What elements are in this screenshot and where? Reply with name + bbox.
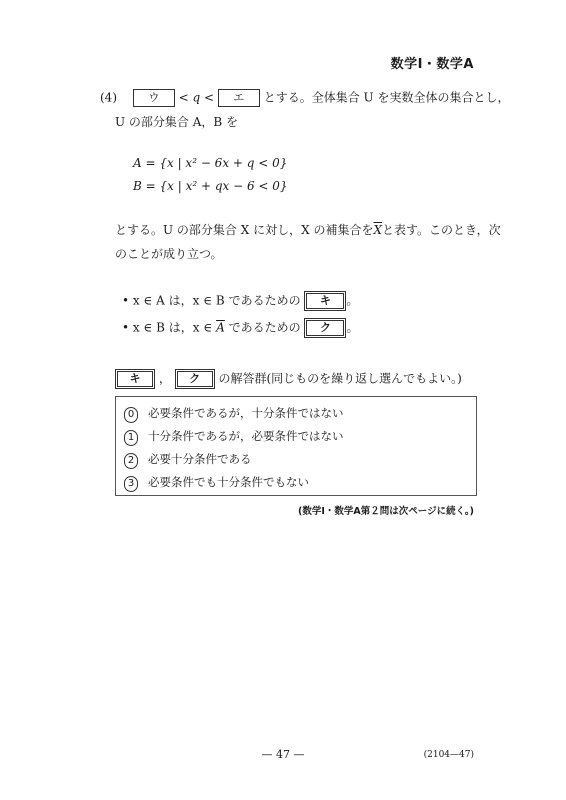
choice-text: 必要条件であるが，十分条件ではない	[148, 406, 344, 420]
choice-text: 十分条件であるが，必要条件ではない	[148, 429, 344, 443]
page-number: — 47 —	[261, 748, 305, 761]
page-code: (2104—47)	[423, 750, 474, 760]
subject-header: 数学Ⅰ・数学A	[390, 57, 474, 72]
answer-group-label	[115, 369, 462, 389]
continuation-note: (数学Ⅰ・数学A第２問は次ページに続く。)	[298, 506, 474, 517]
group-box-ku: ク	[175, 369, 215, 389]
answer-box-ki[interactable]: キ	[304, 291, 346, 311]
choice-2[interactable]	[124, 451, 252, 469]
answer-box-e[interactable]: エ	[218, 89, 260, 107]
bullet2-end: 。	[346, 320, 359, 335]
line3-post: と表す。このとき，次	[382, 223, 501, 237]
bullet2-mid: であるための	[228, 320, 301, 335]
choice-0[interactable]	[124, 405, 344, 423]
question-line-1	[100, 89, 509, 107]
line1-rest: とする。全体集合 U を実数全体の集合とし，	[263, 90, 510, 105]
complement-a: $\overline{A}$	[216, 320, 225, 335]
answer-box-u[interactable]: ウ	[133, 89, 175, 107]
question-number: (4)	[100, 90, 117, 105]
q-inequality: < q <	[178, 90, 215, 105]
bullet1-end: 。	[346, 293, 359, 308]
answer-box-ku[interactable]: ク	[304, 318, 346, 338]
choice-number: 3	[124, 476, 138, 492]
choice-text: 必要条件でも十分条件でもない	[148, 475, 309, 489]
choice-3[interactable]	[124, 474, 309, 492]
line3-pre: とする。U の部分集合 X に対し，X の補集合を	[115, 223, 374, 237]
group-sep: ，	[158, 371, 171, 386]
choice-number: 2	[124, 453, 138, 469]
question-line-4: のことが成り立つ。	[115, 247, 223, 261]
bullet-2	[122, 318, 358, 338]
question-line-2: U の部分集合 A，B を	[115, 115, 239, 129]
choice-number: 1	[124, 430, 138, 446]
set-b-definition: B = {x | x² + qx − 6 < 0}	[133, 179, 288, 193]
choice-1[interactable]	[124, 428, 344, 446]
choice-number: 0	[124, 407, 138, 423]
answer-choices-box	[115, 396, 477, 496]
set-a-definition: A = {x | x² − 6x + q < 0}	[133, 156, 288, 170]
group-box-ki: キ	[115, 369, 155, 389]
choice-text: 必要十分条件である	[148, 452, 252, 466]
bullet2-text: • x ∈ B は，x ∈	[122, 320, 213, 335]
complement-x: $\overline{X}$	[373, 223, 383, 237]
question-line-3	[115, 222, 501, 238]
bullet-1	[122, 291, 358, 311]
bullet1-text: • x ∈ A は，x ∈ B であるための	[122, 293, 301, 308]
group-label-text: の解答群(同じものを繰り返し選んでもよい。)	[218, 371, 462, 386]
